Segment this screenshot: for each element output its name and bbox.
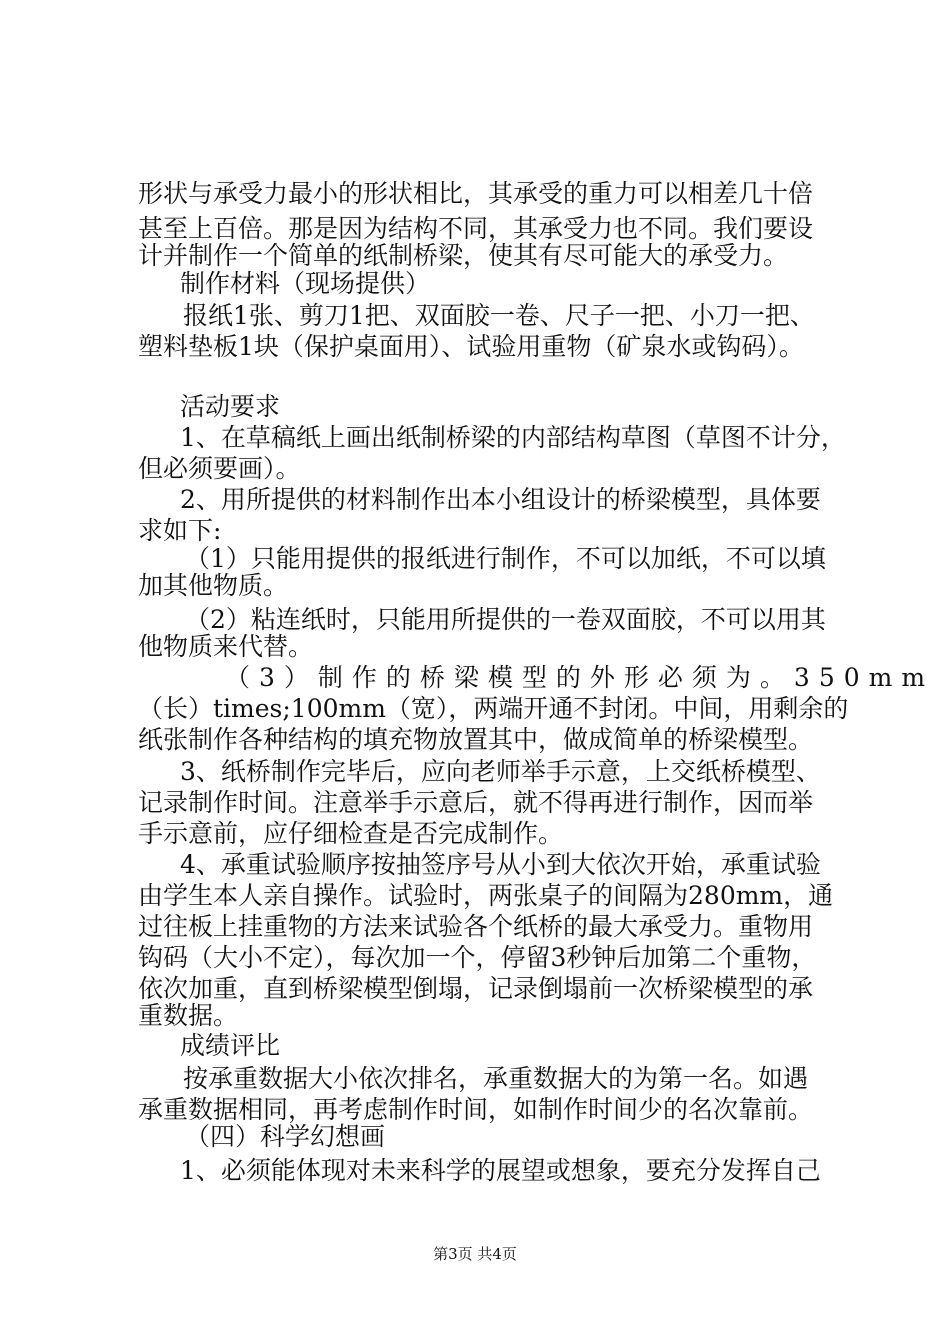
section-heading: （四）科学幻想画 [185, 1122, 386, 1151]
text-line: 加其他物质。 [138, 571, 289, 600]
text-line: 3、纸桥制作完毕后，应向老师举手示意，上交纸桥模型、 [180, 757, 821, 786]
text-line: 依次加重，直到桥梁模型倒塌，记录倒塌前一次桥梁模型的承 [138, 974, 814, 1003]
text-line: 钩码（大小不定），每次加一个，停留3秒钟后加第二个重物， [138, 943, 817, 972]
text-line: 计并制作一个简单的纸制桥梁，使其有尽可能大的承受力。 [138, 241, 789, 270]
section-heading: 活动要求 [180, 392, 281, 421]
text-line: 1、必须能体现对未来科学的展望或想象，要充分发挥自己 [180, 1156, 821, 1185]
text-line: 记录制作时间。注意举手示意后，就不得再进行制作，因而举 [138, 788, 814, 817]
text-line: 重数据。 [138, 1001, 239, 1030]
text-line: 形状与承受力最小的形状相比，其承受的重力可以相差几十倍 [138, 179, 814, 208]
text-line: （长）times;100mm（宽），两端开通不封闭。中间，用剩余的 [138, 694, 849, 723]
text-line: 手示意前，应仔细检查是否完成制作。 [138, 819, 564, 848]
page-number-footer: 第3页 共4页 [433, 1245, 517, 1263]
text-line: 由学生本人亲自操作。试验时，两张桌子的间隔为280mm，通 [138, 881, 834, 910]
text-line: （1）只能用提供的报纸进行制作，不可以加纸，不可以填 [185, 544, 826, 573]
text-line: 4、承重试验顺序按抽签序号从小到大依次开始，承重试验 [180, 850, 821, 879]
section-heading: 成绩评比 [180, 1031, 281, 1060]
text-line: 纸张制作各种结构的填充物放置其中，做成简单的桥梁模型。 [138, 725, 814, 754]
text-line: 2、用所提供的材料制作出本小组设计的桥梁模型，具体要 [180, 485, 821, 514]
text-line: 但必须要画）。 [138, 454, 301, 483]
text-line: 按承重数据大小依次排名，承重数据大的为第一名。如遇 [183, 1064, 809, 1093]
text-line: 制作材料（现场提供） [180, 269, 431, 298]
text-line: 他物质来代替。 [138, 632, 314, 661]
text-line: （3）制作的桥梁模型的外形必须为。350mm [225, 663, 935, 692]
text-line: 塑料垫板1块（保护桌面用）、试验用重物（矿泉水或钩码）。 [138, 332, 804, 361]
text-line: （2）粘连纸时，只能用所提供的一卷双面胶，不可以用其 [185, 605, 826, 634]
text-line: 甚至上百倍。那是因为结构不同，其承受力也不同。我们要设 [138, 214, 814, 243]
text-line: 过往板上挂重物的方法来试验各个纸桥的最大承受力。重物用 [138, 912, 814, 941]
text-line: 1、在草稿纸上画出纸制桥梁的内部结构草图（草图不计分， [180, 423, 846, 452]
text-line: 承重数据相同，再考虑制作时间，如制作时间少的名次靠前。 [138, 1095, 814, 1124]
text-line: 求如下: [138, 516, 222, 545]
text-line: 报纸1张、剪刀1把、双面胶一卷、尺子一把、小刀一把、 [183, 301, 815, 330]
